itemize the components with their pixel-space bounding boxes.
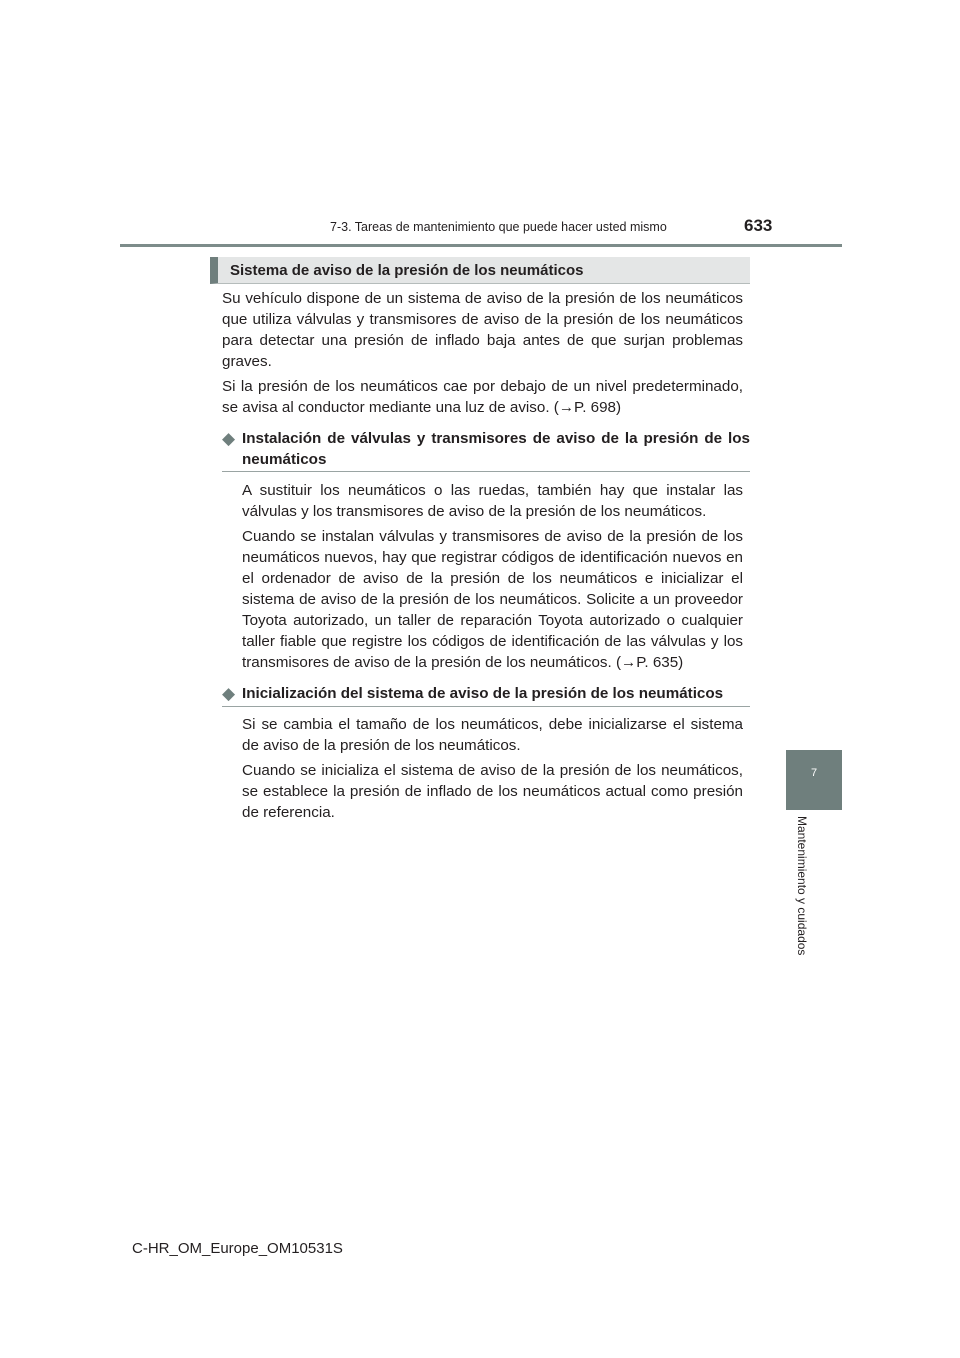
subsection-1-paragraph-2: Cuando se instalan válvulas y transmisores de aviso de la presión de los neumáticos nuevos, hay que registrar códigos de identificación nuevos en el ordenador de aviso de la presión de los neumáticos e inicializar el sistema de aviso de la presión de los neumáticos. Solicite a un proveedor Toyota autorizado, un taller de reparación Toyota autorizado o cualquier taller fiable que registre los códigos de identificación de las válvulas y los transmisores de aviso de la presión de los neumáticos. (→P. 635) [242, 528, 743, 671]
diamond-bullet-icon: ◆ [222, 684, 236, 703]
running-header-section: 7-3. Tareas de mantenimiento que puede hacer usted mismo [330, 220, 667, 234]
subsection-2-paragraph-2: Cuando se inicializa el sistema de aviso de la presión de los neumáticos, se establece la presión de inflado de los neumáticos actual como presión de referencia. [242, 762, 743, 821]
section-heading [210, 257, 750, 284]
intro-paragraph-1: Su vehículo dispone de un sistema de aviso de la presión de los neumáticos que utiliza válvulas y transmisores de aviso de la presión de los neumáticos para detectar una presión de inflado baja antes de que surjan problemas graves. [222, 290, 743, 370]
intro-paragraph-2: Si la presión de los neumáticos cae por debajo de un nivel predeterminado, se avisa al conductor mediante una luz de aviso. (→P. 698) [222, 378, 743, 416]
subsection-title-2: Inicialización del sistema de aviso de la presión de los neumáticos [242, 685, 724, 702]
header-rule [120, 244, 842, 247]
diamond-bullet-icon: ◆ [222, 429, 236, 448]
section-heading-text: Sistema de aviso de la presión de los neumáticos [230, 262, 584, 279]
chapter-tab [786, 750, 842, 810]
subsection-rule-1 [222, 471, 750, 472]
subsection-heading-1 [222, 428, 750, 470]
subsection-2-paragraph-1: Si se cambia el tamaño de los neumáticos, debe inicializarse el sistema de aviso de la presión de los neumáticos. [242, 716, 743, 754]
subsection-1-paragraph-1: A sustituir los neumáticos o las ruedas, también hay que instalar las válvulas y los transmisores de aviso de la presión de los neumáticos. [242, 482, 743, 520]
chapter-side-label: Mantenimiento y cuidados [795, 816, 809, 956]
subsection-heading-2 [222, 683, 750, 704]
subsection-title-1: Instalación de válvulas y transmisores de aviso de la presión de los neumáticos [242, 430, 750, 468]
subsection-rule-2 [222, 706, 750, 707]
page-number: 633 [744, 216, 773, 235]
chapter-tab-number: 7 [810, 767, 818, 779]
footer-doc-code: C-HR_OM_Europe_OM10531S [132, 1240, 343, 1257]
